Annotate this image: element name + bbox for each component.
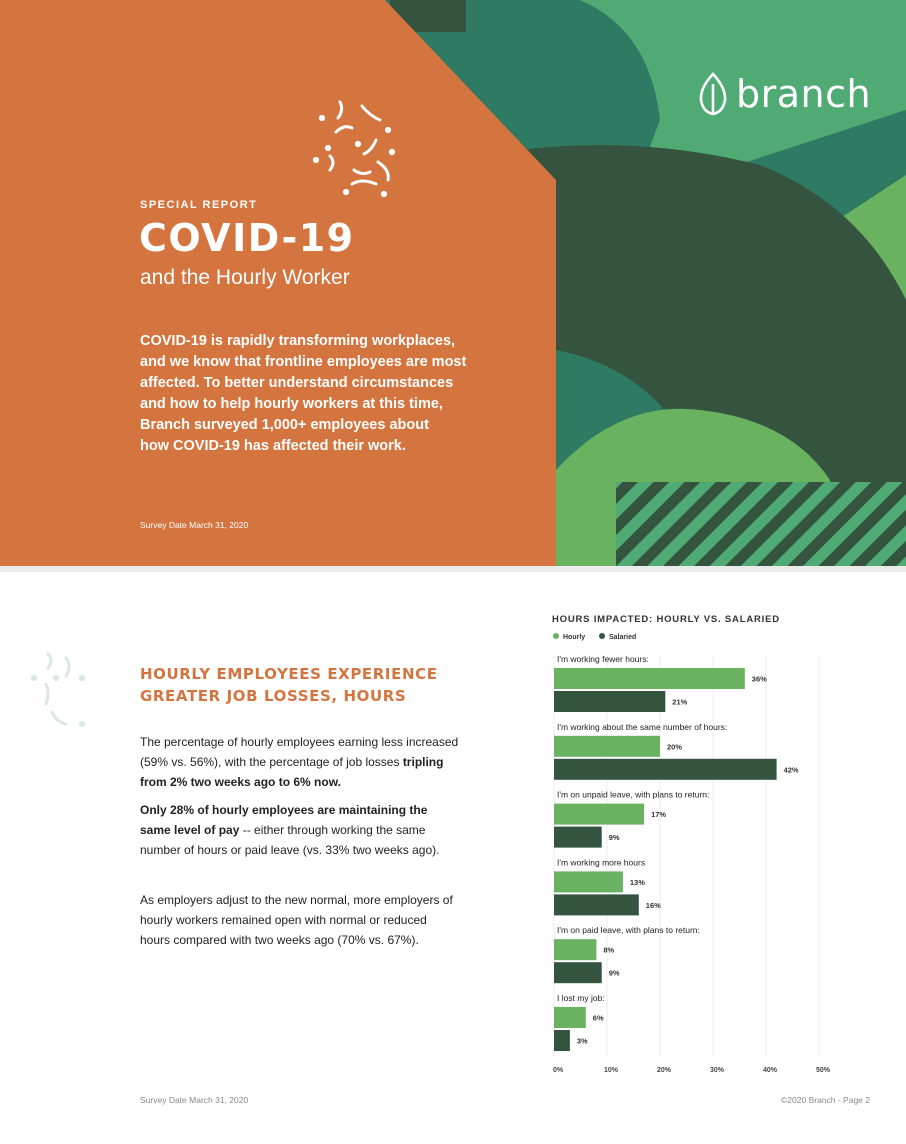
section-title-line: GREATER JOB LOSSES, HOURS	[140, 687, 407, 705]
footer-survey-date: Survey Date March 31, 2020	[140, 1095, 249, 1105]
legend-label: Hourly	[563, 634, 586, 641]
intro-line: COVID-19 is rapidly transforming workplaces,	[140, 333, 456, 349]
intro-line: affected. To better understand circumstances	[140, 375, 454, 391]
bar-salaried	[554, 1030, 570, 1051]
data-label: 9%	[608, 833, 620, 843]
bar-salaried	[554, 894, 639, 915]
hours-impacted-chart	[545, 606, 845, 1081]
paragraph-emphasis: Only 28% of hourly employees are maintaining the same level of pay	[140, 803, 428, 837]
data-label: 42%	[783, 765, 799, 775]
cover-page	[0, 0, 906, 566]
bar-hourly	[554, 939, 596, 960]
data-label: 13%	[629, 877, 645, 887]
section-title-line: HOURLY EMPLOYEES EXPERIENCE	[140, 665, 438, 683]
category-label: I'm working about the same number of hours:	[557, 721, 728, 732]
paragraph-text: The percentage of hourly employees earning less increased (59% vs. 56%), with the percentage of job losses	[140, 735, 459, 769]
report-title: COVID-19	[139, 216, 355, 260]
footer-page-number: ©2020 Branch - Page 2	[781, 1095, 870, 1105]
x-tick-label: 0%	[552, 1066, 564, 1074]
legend-label: Salaried	[609, 634, 637, 641]
leaf-icon	[698, 72, 728, 116]
report-page-2	[0, 572, 906, 1144]
x-tick-label: 20%	[656, 1066, 672, 1074]
section-title	[140, 663, 460, 707]
intro-line: and how to help hourly workers at this time,	[140, 396, 443, 412]
paragraph-employers: As employers adjust to the new normal, more employers of hourly workers remained open with normal or reduced hours compared with two weeks ago (70% vs. 67%).	[140, 893, 453, 947]
bar-hourly	[554, 1007, 586, 1028]
data-label: 21%	[672, 697, 688, 707]
legend-swatch	[599, 633, 605, 639]
category-label: I'm working more hours	[557, 857, 646, 868]
brand-name: branch	[736, 72, 872, 116]
intro-paragraph	[140, 331, 490, 457]
paragraph-text: -- either through working the same number of hours or paid leave (vs. 33% two weeks ago).	[140, 823, 440, 857]
data-label: 6%	[592, 1013, 604, 1023]
data-label: 8%	[603, 945, 615, 955]
category-label: I lost my job:	[557, 993, 605, 1003]
data-label: 20%	[667, 742, 683, 752]
data-label: 17%	[651, 810, 667, 820]
report-subtitle: and the Hourly Worker	[140, 266, 350, 289]
bar-salaried	[554, 827, 602, 848]
chart-title: HOURS IMPACTED: HOURLY VS. SALARIED	[552, 614, 780, 625]
data-label: 16%	[645, 900, 661, 910]
eyebrow-label: SPECIAL REPORT	[140, 199, 258, 211]
legend-swatch	[553, 633, 559, 639]
intro-line: how COVID-19 has affected their work.	[140, 438, 406, 454]
survey-date: Survey Date March 31, 2020	[140, 520, 249, 530]
bar-salaried	[554, 962, 602, 983]
category-label: I'm working fewer hours:	[557, 654, 649, 664]
bar-salaried	[554, 691, 665, 712]
x-tick-label: 50%	[815, 1066, 831, 1074]
category-label: I'm on unpaid leave, with plans to return:	[557, 789, 710, 800]
bar-hourly	[554, 668, 745, 689]
bar-hourly	[554, 736, 660, 757]
branch-logo	[698, 72, 871, 116]
x-tick-label: 10%	[603, 1066, 619, 1074]
squiggle-icon-faded	[26, 648, 96, 738]
data-label: 36%	[751, 674, 767, 684]
data-label: 9%	[608, 968, 620, 978]
x-tick-label: 40%	[762, 1066, 778, 1074]
data-label: 3%	[576, 1036, 588, 1046]
paragraph-job-losses	[140, 732, 460, 792]
paragraph-emphasis: tripling from 2% two weeks ago to 6% now.	[140, 755, 444, 789]
x-tick-label: 30%	[709, 1066, 725, 1074]
bar-hourly	[554, 871, 623, 892]
bar-hourly	[554, 804, 644, 825]
intro-line: and we know that frontline employees are most	[140, 354, 467, 370]
intro-line: Branch surveyed 1,000+ employees about	[140, 417, 429, 433]
category-label: I'm on paid leave, with plans to return:	[557, 925, 700, 936]
bar-salaried	[554, 759, 777, 780]
paragraph-pay-level	[140, 800, 460, 860]
